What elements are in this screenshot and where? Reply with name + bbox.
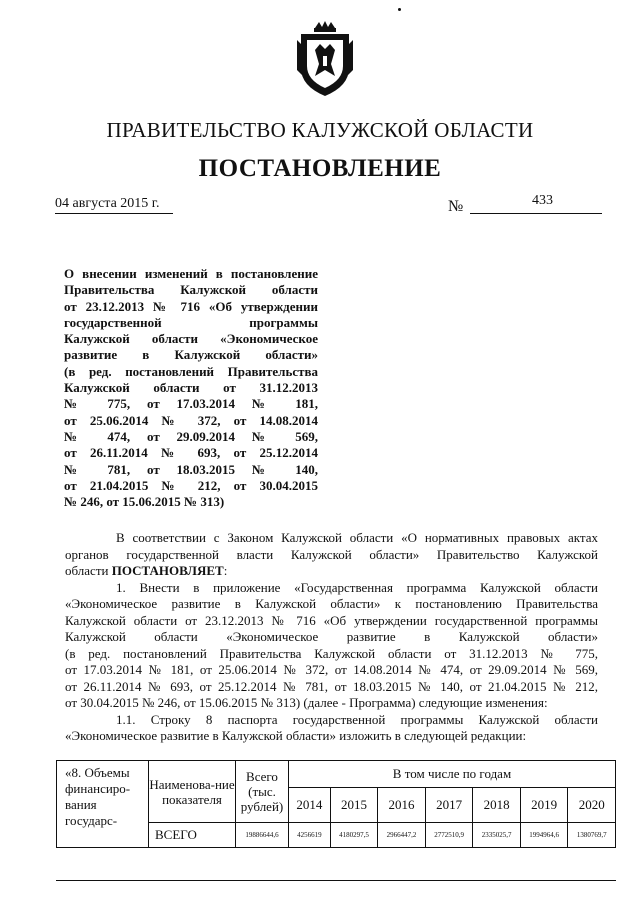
subject-line: Калужской области «Экономическое xyxy=(64,331,318,347)
subject-line: Правительства Калужской области xyxy=(64,282,318,298)
document-date: 04 августа 2015 г. xyxy=(55,196,160,211)
government-title: ПРАВИТЕЛЬСТВО КАЛУЖСКОЙ ОБЛАСТИ xyxy=(106,118,534,142)
row-all-label: ВСЕГО xyxy=(149,823,236,848)
year-value: 2966447,2 xyxy=(378,823,426,848)
paragraph-line: органов государственной власти Калужской области» Правительство Калужской xyxy=(65,546,598,562)
year-value: 4256619 xyxy=(289,823,331,848)
scan-dot xyxy=(398,8,401,11)
document-type-title: ПОСТАНОВЛЕНИЕ xyxy=(198,155,442,182)
resolution-keyword: ПОСТАНОВЛЯЕТ xyxy=(111,563,224,578)
year-header: 2016 xyxy=(378,788,426,823)
paragraph-line: В соответствии с Законом Калужской области «О нормативных правовых актах xyxy=(116,530,598,545)
paragraph-line: Калужской области «Экономическое развитие в Калужской области» xyxy=(65,629,598,644)
paragraph-line: от 17.03.2014 № 181, от 25.06.2014 № 372, от 14.08.2014 № 474, от 29.09.2014 № 569, xyxy=(65,662,598,677)
subject-line: № 775, от 17.03.2014 № 181, xyxy=(64,396,318,412)
coat-of-arms-emblem xyxy=(293,20,357,100)
indicator-name-header: Наименова-ние показателя xyxy=(149,761,236,823)
table-header-row xyxy=(57,761,616,788)
table-bottom-border xyxy=(56,880,616,881)
document-number: 433 xyxy=(532,193,553,208)
paragraph-line: от 26.11.2014 № 693, от 25.12.2014 № 781, от 18.03.2015 № 140, от 21.04.2015 № 212, xyxy=(65,678,598,694)
year-header: 2018 xyxy=(473,788,521,823)
paragraph-text: области xyxy=(65,563,112,578)
subject-line: (в ред. постановлений Правительства xyxy=(64,363,318,379)
date-underline xyxy=(55,213,173,214)
paragraph-line: 1. Внести в приложение «Государственная программа Калужской области xyxy=(116,579,598,595)
by-years-header: В том числе по годам xyxy=(289,761,616,788)
subject-line: Калужской области от 31.12.2013 xyxy=(64,380,318,396)
year-value: 1380769,7 xyxy=(568,823,616,848)
year-value: 1994964,6 xyxy=(520,823,568,848)
subject-line: от 23.12.2013 № 716 «Об утверждении xyxy=(64,298,318,314)
paragraph-line: Калужской области от 23.12.2013 № 716 «Об утверждении государственной программы xyxy=(65,612,598,628)
subject-line: № 781, от 18.03.2015 № 140, xyxy=(64,461,318,477)
year-header: 2017 xyxy=(425,788,473,823)
paragraph-text: : xyxy=(223,563,228,578)
paragraph-line: 1.1. Строку 8 паспорта государственной программы Калужской области xyxy=(116,711,598,727)
paragraph-line: «Экономическое развитие в Калужской области» изложить в следующей редакции: xyxy=(65,728,527,743)
document-subject xyxy=(64,266,318,510)
body-text xyxy=(65,530,598,745)
year-value: 2772510,9 xyxy=(425,823,473,848)
paragraph-line: от 30.04.2015 № 246, от 15.06.2015 № 313) (далее - Программа) следующие изменения: xyxy=(65,695,548,710)
year-value: 2335025,7 xyxy=(473,823,521,848)
subject-line: № 474, от 29.09.2014 № 569, xyxy=(64,428,318,444)
subject-line: развитие в Калужской области» xyxy=(64,347,318,363)
subject-line: О внесении изменений в постановление xyxy=(64,266,318,281)
subject-line: от 21.04.2015 № 212, от 30.04.2015 xyxy=(64,477,318,493)
subject-line: от 25.06.2014 № 372, от 14.08.2014 xyxy=(64,412,318,428)
year-header: 2014 xyxy=(289,788,331,823)
number-sign: № xyxy=(448,198,464,215)
row-all-total: 19886644,6 xyxy=(236,823,289,848)
financing-table xyxy=(56,760,616,848)
subject-line: государственной программы xyxy=(64,314,318,330)
year-value: 4180297,5 xyxy=(330,823,378,848)
year-header: 2019 xyxy=(520,788,568,823)
year-header: 2015 xyxy=(330,788,378,823)
row-label-cell: «8. Объемы финансиро-вания государс- xyxy=(57,761,149,848)
total-header: Всего (тыс. рублей) xyxy=(236,761,289,823)
subject-line: № 246, от 15.06.2015 № 313) xyxy=(64,494,225,510)
paragraph-line xyxy=(65,563,598,580)
subject-line: от 26.11.2014 № 693, от 25.12.2014 xyxy=(64,445,318,461)
paragraph-line: «Экономическое развитие в Калужской области» к постановлению Правительства xyxy=(65,596,598,611)
year-header: 2020 xyxy=(568,788,616,823)
paragraph-line: (в ред. постановлений Правительства Калужской области от 31.12.2013 № 775, xyxy=(65,645,598,661)
number-underline xyxy=(470,213,602,214)
